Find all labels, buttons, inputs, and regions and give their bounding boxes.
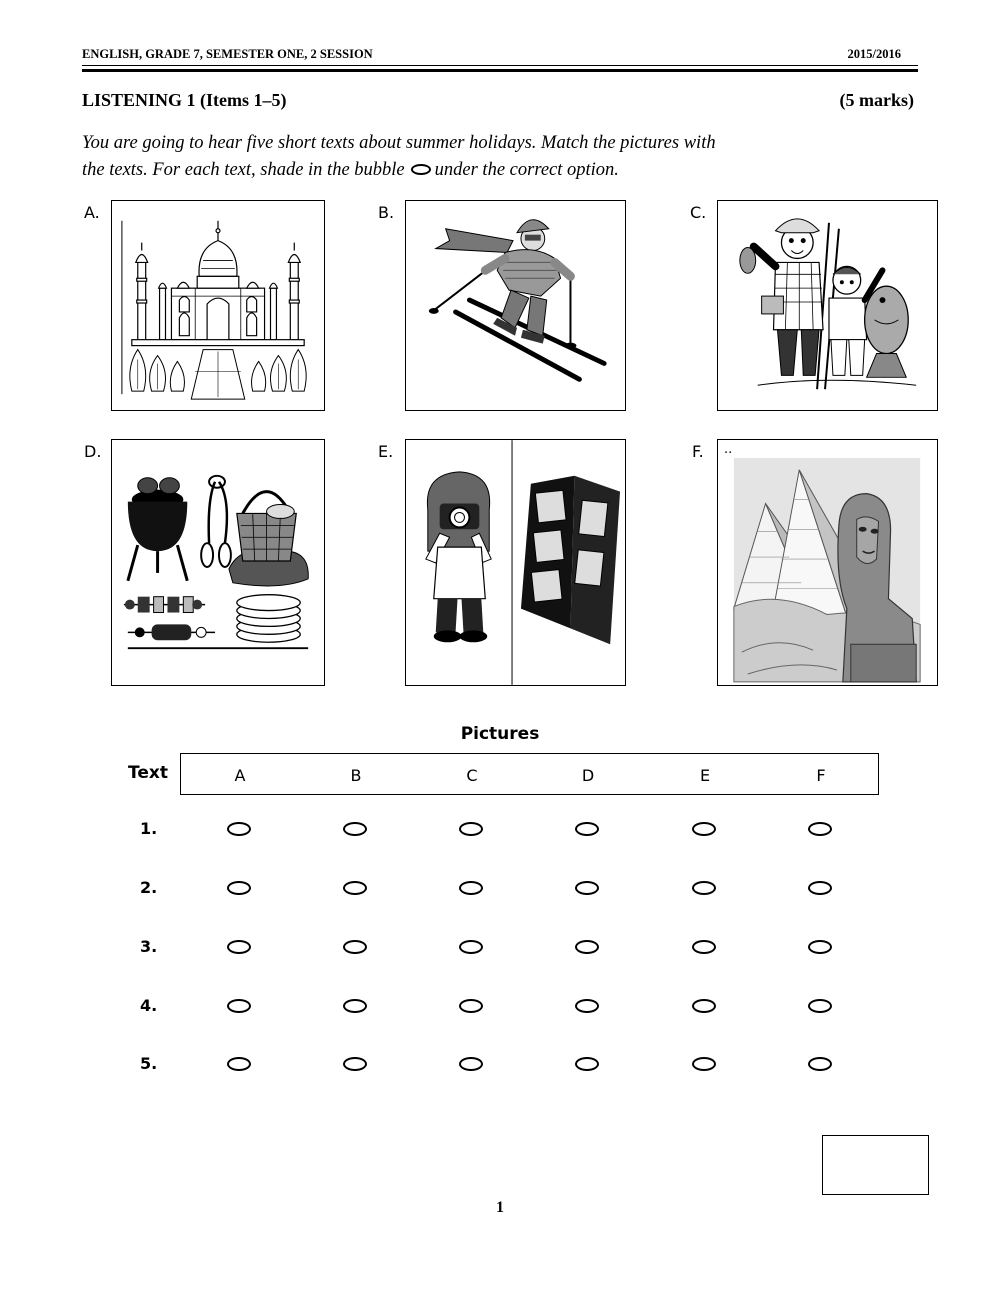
instructions-line-2	[82, 157, 942, 184]
answer-bubble-1-d[interactable]	[575, 822, 599, 836]
answer-bubble-3-e[interactable]	[692, 940, 716, 954]
header-rule-thin	[82, 65, 918, 66]
picture-e-photography	[405, 439, 626, 686]
answer-bubble-5-e[interactable]	[692, 1057, 716, 1071]
picture-a-taj-mahal	[111, 200, 325, 411]
instructions-line-1: You are going to hear five short texts about summer holidays. Match the pictures with	[82, 133, 716, 153]
grid-column-header-box	[180, 753, 879, 795]
picture-label-b: B.	[378, 203, 395, 222]
answer-bubble-1-b[interactable]	[343, 822, 367, 836]
answer-bubble-5-b[interactable]	[343, 1057, 367, 1071]
column-header-b: B	[350, 766, 362, 785]
row-label-1: 1.	[140, 819, 158, 838]
picture-f-extra-mark: ..	[724, 442, 733, 457]
answer-bubble-1-c[interactable]	[459, 822, 483, 836]
answer-bubble-4-a[interactable]	[227, 999, 251, 1013]
picture-f-pyramids	[717, 439, 938, 686]
answer-bubble-5-c[interactable]	[459, 1057, 483, 1071]
instructions-line-2-end: under the correct option.	[434, 160, 619, 180]
answer-bubble-2-d[interactable]	[575, 881, 599, 895]
instructions-line-2-start: the texts. For each text, shade in the bubble	[82, 160, 405, 180]
grid-title: Pictures	[460, 724, 540, 744]
grid-row-header: Text	[128, 763, 168, 783]
score-box[interactable]	[822, 1135, 929, 1195]
row-label-4: 4.	[140, 996, 158, 1015]
fishing-illustration	[718, 201, 937, 410]
bubble-icon	[411, 164, 431, 175]
column-header-f: F	[816, 766, 826, 785]
answer-bubble-4-c[interactable]	[459, 999, 483, 1013]
picture-label-e: E.	[378, 442, 394, 461]
answer-bubble-5-f[interactable]	[808, 1057, 832, 1071]
page-number: 1	[496, 1199, 504, 1216]
answer-bubble-2-b[interactable]	[343, 881, 367, 895]
column-header-c: C	[466, 766, 478, 785]
picture-d-barbecue	[111, 439, 325, 686]
section-title: LISTENING 1 (Items 1–5)	[82, 90, 287, 110]
answer-bubble-2-c[interactable]	[459, 881, 483, 895]
picture-c-fishing	[717, 200, 938, 411]
picture-label-c: C.	[690, 203, 707, 222]
header-rule-thick	[82, 69, 918, 72]
answer-bubble-3-b[interactable]	[343, 940, 367, 954]
answer-bubble-3-a[interactable]	[227, 940, 251, 954]
column-header-e: E	[699, 766, 711, 785]
row-label-3: 3.	[140, 937, 158, 956]
answer-bubble-2-e[interactable]	[692, 881, 716, 895]
skier-illustration	[406, 201, 625, 410]
taj-mahal-illustration	[112, 201, 324, 410]
column-header-a: A	[234, 766, 246, 785]
column-header-d: D	[581, 766, 595, 785]
answer-bubble-3-c[interactable]	[459, 940, 483, 954]
picture-b-skier	[405, 200, 626, 411]
answer-bubble-4-f[interactable]	[808, 999, 832, 1013]
barbecue-illustration	[112, 440, 324, 685]
answer-bubble-3-f[interactable]	[808, 940, 832, 954]
answer-bubble-4-d[interactable]	[575, 999, 599, 1013]
answer-bubble-2-f[interactable]	[808, 881, 832, 895]
answer-bubble-5-d[interactable]	[575, 1057, 599, 1071]
pyramids-illustration	[718, 440, 937, 685]
row-label-2: 2.	[140, 878, 158, 897]
instructions	[82, 130, 942, 184]
answer-bubble-5-a[interactable]	[227, 1057, 251, 1071]
photography-illustration	[406, 440, 625, 685]
answer-bubble-3-d[interactable]	[575, 940, 599, 954]
answer-bubble-4-b[interactable]	[343, 999, 367, 1013]
picture-label-a: A.	[84, 203, 100, 222]
answer-bubble-1-f[interactable]	[808, 822, 832, 836]
answer-bubble-1-e[interactable]	[692, 822, 716, 836]
row-label-5: 5.	[140, 1054, 158, 1073]
header-right: 2015/2016	[847, 47, 901, 61]
answer-bubble-4-e[interactable]	[692, 999, 716, 1013]
picture-label-f: F.	[692, 442, 704, 461]
answer-bubble-2-a[interactable]	[227, 881, 251, 895]
section-marks: (5 marks)	[839, 90, 914, 110]
answer-bubble-1-a[interactable]	[227, 822, 251, 836]
header-left: ENGLISH, GRADE 7, SEMESTER ONE, 2 SESSION	[82, 47, 373, 61]
picture-label-d: D.	[84, 442, 102, 461]
